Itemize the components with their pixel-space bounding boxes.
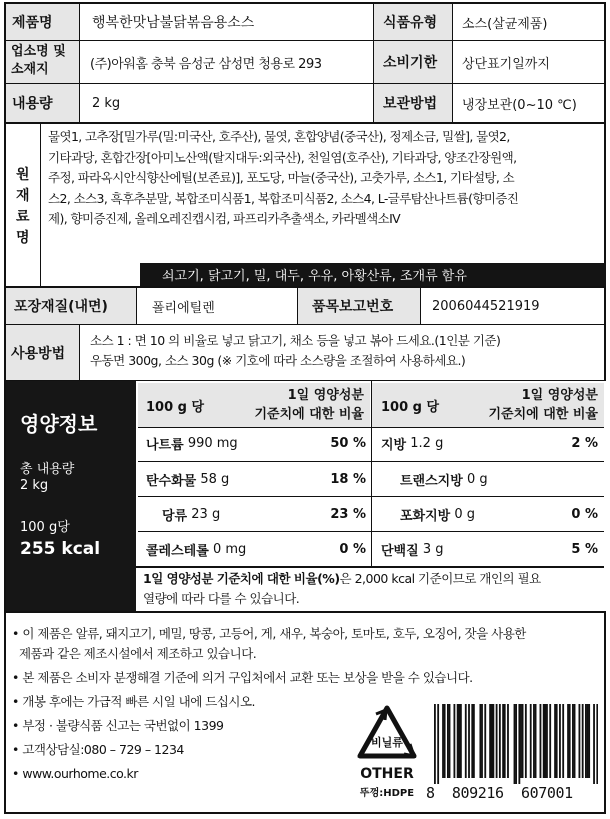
nutrient-row <box>381 428 598 458</box>
barcode-bar <box>502 704 504 778</box>
nutrient-name: 지방 <box>381 437 407 453</box>
barcode-bar <box>460 704 462 778</box>
packaging-label: 포장재질(내면) <box>14 299 108 315</box>
divider <box>138 427 604 428</box>
nutrient-row <box>400 464 598 494</box>
nutrition-footnote <box>143 569 603 609</box>
volume: 2 kg <box>92 95 121 111</box>
barcode-bars <box>434 704 598 784</box>
nutrient-name: 단백질 <box>381 543 419 559</box>
barcode-bar <box>481 704 483 778</box>
ingredients-line-2: 기타과당, 혼합간장[아미노산액(탈지대두:외국산), 천일염(호주산), 기타과당, 양조간장원액, <box>48 149 517 165</box>
nutrition-footnote-rest-1: 은 2,000 kcal 기준이므로 개인의 필요 <box>339 571 541 586</box>
divider <box>297 288 298 324</box>
nutrient-amount: 0 mg <box>212 541 247 557</box>
nutrition-title: 영양정보 <box>20 412 98 436</box>
recycle-other: OTHER <box>360 766 414 782</box>
barcode-bar <box>574 704 576 778</box>
note-item: • 부정 · 불량식품 신고는 국번없이 1399 <box>12 718 224 733</box>
divider <box>40 124 41 286</box>
barcode-bar <box>442 704 444 778</box>
nutrient-percent: 0 % <box>339 541 366 557</box>
barcode-bar <box>588 704 590 778</box>
nutrient-percent: 23 % <box>330 506 366 522</box>
nutrient-percent: 2 % <box>571 435 598 451</box>
ingredients-line-3: 주정, 파라옥시안식향산에틸(보존료)], 포도당, 마늘(중국산), 고춧가루, 소스1, 기타설탕, 소 <box>48 170 515 185</box>
barcode-bar <box>559 704 561 778</box>
barcode-bar <box>489 704 491 778</box>
barcode-bar <box>543 704 545 778</box>
barcode-bar <box>458 704 460 778</box>
note-item: • 개봉 후에는 가급적 빠른 시일 내에 드십시오. <box>12 694 256 709</box>
barcode-bar <box>515 704 517 784</box>
nutrient-amount: 58 g <box>200 471 230 487</box>
product-name-label: 제품명 <box>12 15 53 31</box>
nutrient-amount: 3 g <box>422 541 444 557</box>
barcode-bar <box>579 704 581 778</box>
maker-label-line-1: 업소명 및 <box>11 44 66 59</box>
usage-label: 사용방법 <box>11 345 66 362</box>
barcode-bar <box>562 704 564 778</box>
ingredients-list <box>48 127 604 230</box>
recycle-lid: 뚜껑:HDPE <box>359 788 415 799</box>
divider <box>138 461 604 462</box>
report-label: 품목보고번호 <box>312 299 394 315</box>
barcode-bar <box>585 704 587 778</box>
barcode-bar <box>504 704 506 778</box>
nutrient-percent: 50 % <box>330 435 366 451</box>
divider <box>136 288 137 324</box>
divider <box>79 4 80 122</box>
barcode-bar <box>520 704 522 778</box>
barcode-bar <box>479 704 481 778</box>
food-type-label: 식품유형 <box>383 15 438 31</box>
barcode-bar <box>471 704 473 778</box>
barcode-bar <box>530 704 532 778</box>
barcode-bar <box>507 704 509 778</box>
barcode-bar <box>587 704 589 778</box>
nutrition-total: 2 kg <box>20 478 49 493</box>
nutrition-col-daily-left-1: 1일 영양성분 <box>287 388 364 403</box>
barcode-bar <box>567 704 569 778</box>
barcode-bar <box>468 704 470 778</box>
divider <box>79 325 80 380</box>
divider <box>371 381 372 567</box>
note-item: • 본 제품은 소비자 분쟁해결 기준에 의거 구입처에서 교환 또는 보상을 받을 수 있습니다. <box>12 670 473 685</box>
barcode-bar <box>473 704 475 778</box>
barcode-bar <box>518 704 520 784</box>
barcode-bar <box>572 704 574 778</box>
barcode-digits: 8 809216 607001 <box>426 784 573 802</box>
divider <box>138 531 604 532</box>
nutrient-row <box>146 534 366 564</box>
divider <box>6 122 604 124</box>
nutrient-name: 나트륨 <box>146 437 184 453</box>
nutrient-name: 콜레스테롤 <box>146 543 209 559</box>
nutrition-col-daily-right-2: 기준치에 대한 비율 <box>488 407 598 422</box>
nutrition-col-per-left: 100 g 당 <box>146 399 205 415</box>
barcode-bar <box>546 704 548 778</box>
barcode-bar <box>453 704 455 778</box>
nutrition-col-daily-left <box>240 386 364 424</box>
note-item: 제품과 같은 제조시설에서 제조하고 있습니다. <box>12 646 257 661</box>
barcode-bar <box>556 704 558 778</box>
nutrient-name: 탄수화물 <box>146 473 197 489</box>
barcode-bar <box>522 704 524 778</box>
divider <box>6 324 604 325</box>
storage-label: 보관방법 <box>383 96 438 112</box>
usage-line-2: 우동면 300g, 소스 30g (※ 기호에 따라 소스량을 조절하여 사용하세요.) <box>90 353 466 368</box>
barcode-bar <box>582 704 584 778</box>
divider <box>6 83 604 84</box>
nutrient-row <box>146 428 366 458</box>
maker: (주)아워홈 충북 음성군 삼성면 청용로 293 <box>90 56 322 72</box>
barcode <box>434 704 598 784</box>
allergy-text: 쇠고기, 닭고기, 밀, 대두, 우유, 아황산류, 조개류 함유 <box>162 269 467 284</box>
food-type: 소스(살균제품) <box>462 16 548 32</box>
expiry: 상단표기일까지 <box>462 56 550 72</box>
report-number: 2006044521919 <box>432 298 540 314</box>
barcode-bar <box>533 704 535 778</box>
barcode-bar <box>437 704 439 784</box>
nutrient-amount: 0 g <box>454 506 476 522</box>
note-item: • www.ourhome.co.kr <box>12 766 138 781</box>
allergy-banner <box>140 263 606 286</box>
nutrient-percent: 5 % <box>571 541 598 557</box>
divider <box>136 566 604 568</box>
barcode-bar <box>484 704 486 778</box>
usage-line-1: 소스 1 : 면 10 의 비율로 넣고 닭고기, 채소 등을 넣고 볶아 드세요.(1인분 기준) <box>90 333 501 348</box>
barcode-bar <box>540 704 542 778</box>
ingredients-line-5: 제), 향미증진제, 올레오레진캡시컴, 파프리카추출색소, 카라멜색소Ⅳ <box>48 211 401 226</box>
nutrient-amount: 0 g <box>466 471 488 487</box>
nutrient-name: 당류 <box>162 508 188 524</box>
barcode-bar <box>434 704 436 784</box>
note-item: • 고객상담실:080 – 729 – 1234 <box>12 742 184 757</box>
ingredients-label: 원 재 료 명 <box>16 167 30 246</box>
divider <box>373 4 374 122</box>
recycle-mark-text: 비닐류 <box>371 736 403 749</box>
nutrient-row <box>400 499 598 529</box>
nutrient-amount: 23 g <box>191 506 221 522</box>
nutrient-amount: 990 mg <box>187 435 238 451</box>
nutrient-amount: 1.2 g <box>410 435 444 451</box>
nutrient-name: 포화지방 <box>400 508 451 524</box>
divider <box>6 380 604 381</box>
barcode-bar <box>491 704 493 778</box>
note-item: • 이 제품은 알류, 돼지고기, 메밀, 땅콩, 고등어, 게, 새우, 복숭아, 토마토, 호두, 오징어, 잣을 사용한 <box>12 626 526 641</box>
nutrition-footnote-line-1 <box>143 569 603 589</box>
barcode-bar <box>525 704 527 778</box>
barcode-bar <box>549 704 551 778</box>
nutrition-total-label: 총 내용량 <box>20 462 75 477</box>
nutrient-percent: 0 % <box>571 506 598 522</box>
ingredients-line-4: 스2, 소스3, 흑후추분말, 복합조미식품1, 복합조미식품2, 소스4, L-글루탐산나트륨(향미증진 <box>48 190 519 206</box>
nutrition-col-daily-right-1: 1일 영양성분 <box>521 388 598 403</box>
maker-label <box>11 43 66 79</box>
barcode-bar <box>465 704 467 778</box>
divider <box>6 286 604 288</box>
barcode-bar <box>535 704 537 778</box>
divider <box>6 611 604 613</box>
maker-label-line-2: 소재지 <box>11 62 49 77</box>
barcode-bar <box>496 704 498 778</box>
recycle-mark <box>356 704 418 766</box>
ingredients-line-1: 물엿1, 고추장[밀가루(밀:미국산, 호주산), 물엿, 혼합양념(중국산), 정제소금, 밀쌀], 물엿2, <box>48 129 510 144</box>
barcode-bar <box>447 704 449 778</box>
nutrient-name: 트랜스지방 <box>400 473 463 489</box>
expiry-label: 소비기한 <box>383 55 438 71</box>
divider <box>420 288 421 324</box>
divider <box>452 4 453 122</box>
packaging: 폴리에틸렌 <box>152 300 215 316</box>
divider <box>138 496 604 497</box>
divider <box>6 40 604 41</box>
barcode-bar <box>544 704 546 778</box>
product-name: 행복한맛남불닭볶음용소스 <box>92 15 255 31</box>
nutrition-col-per-right: 100 g 당 <box>381 399 440 415</box>
nutrient-row <box>162 499 366 529</box>
barcode-bar <box>499 704 501 778</box>
barcode-bar <box>596 704 598 784</box>
nutrient-row <box>381 534 598 564</box>
nutrient-row <box>146 464 366 494</box>
nutrition-col-daily-right <box>470 386 598 424</box>
barcode-bar <box>593 704 595 784</box>
nutrition-col-daily-left-2: 기준치에 대한 비율 <box>254 407 364 422</box>
nutrient-percent: 18 % <box>330 471 366 487</box>
usage-text <box>90 331 500 371</box>
nutrition-footnote-line-2: 열량에 따라 다를 수 있습니다. <box>143 591 300 606</box>
nutrition-per-label: 100 g당 <box>20 520 70 535</box>
barcode-bar <box>449 704 451 778</box>
barcode-bar <box>444 704 446 778</box>
barcode-bar <box>514 704 516 784</box>
volume-label: 내용량 <box>12 96 53 112</box>
barcode-bar <box>569 704 571 778</box>
storage: 냉장보관(0~10 ℃) <box>462 97 577 113</box>
barcode-bar <box>492 704 494 778</box>
nutrition-kcal: 255 kcal <box>20 539 101 559</box>
nutrition-footnote-bold: 1일 영양성분 기준치에 대한 비율(%) <box>143 571 340 586</box>
barcode-bar <box>554 704 556 778</box>
barcode-bar <box>457 704 459 778</box>
